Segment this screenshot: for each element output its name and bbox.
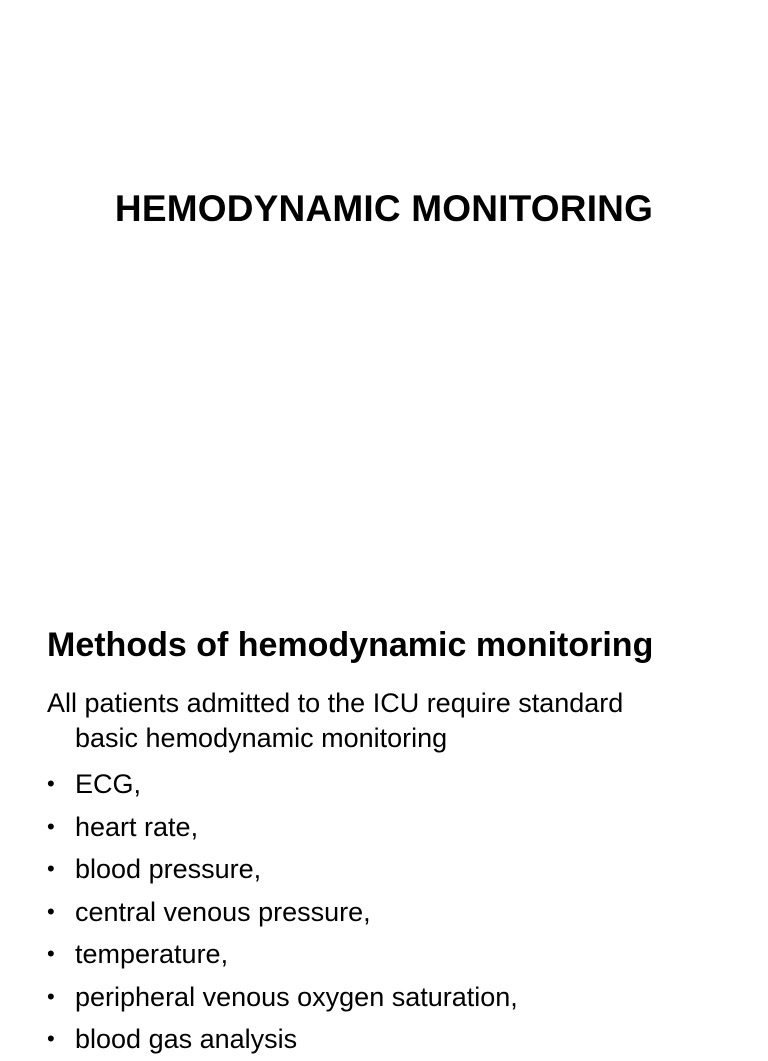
list-item-text: central venous pressure, [75, 896, 371, 927]
content-slide [0, 576, 768, 1054]
bullet-icon: • [47, 1026, 55, 1051]
list-item-text: blood pressure, [75, 854, 262, 884]
list-item-text: ECG, [75, 769, 142, 799]
bullet-icon: • [47, 898, 55, 924]
bullet-icon: • [47, 856, 55, 881]
list-item [47, 891, 518, 934]
slide-title: HEMODYNAMIC MONITORING [114, 188, 654, 229]
intro-line-1: All patients admitted to the ICU require standard [47, 688, 624, 718]
list-item [47, 933, 518, 976]
intro-line-2: basic hemodynamic monitoring [75, 723, 448, 753]
list-item [47, 976, 518, 1019]
list-item [47, 1018, 518, 1061]
bullet-icon: • [47, 983, 55, 1009]
monitoring-list [47, 763, 518, 1061]
list-item [47, 848, 518, 891]
list-item [47, 806, 518, 849]
list-item-text: peripheral venous oxygen saturation, [75, 981, 518, 1012]
intro-paragraph [47, 686, 737, 756]
bullet-icon: • [47, 813, 55, 839]
list-item-text: heart rate, [75, 811, 199, 842]
bullet-icon: • [47, 771, 55, 796]
list-item-text: temperature, [75, 939, 229, 969]
list-item [47, 763, 518, 806]
list-item-text: blood gas analysis [75, 1024, 298, 1054]
section-heading: Methods of hemodynamic monitoring [47, 626, 654, 664]
bullet-icon: • [47, 941, 55, 966]
